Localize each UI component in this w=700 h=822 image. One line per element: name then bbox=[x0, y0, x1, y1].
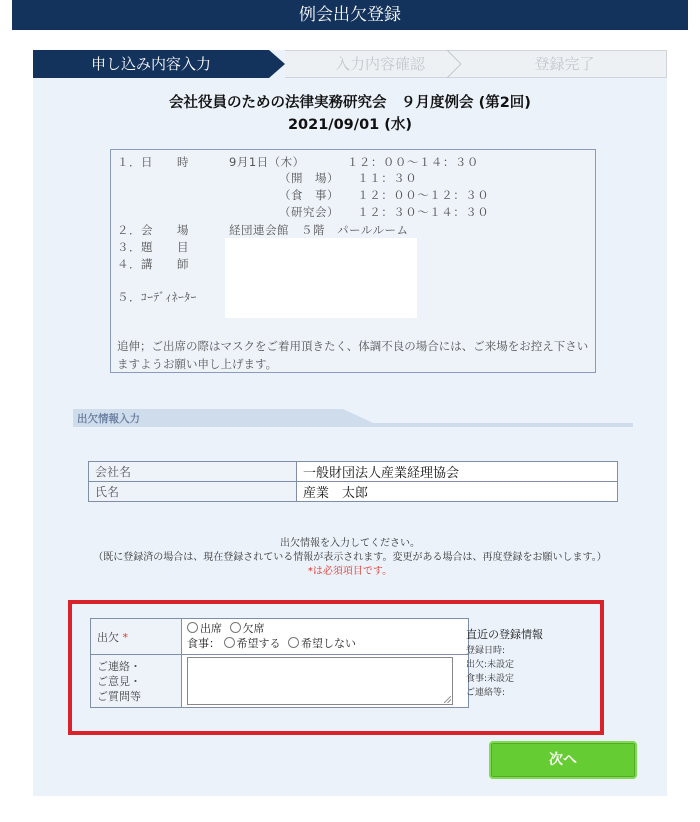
required-mark: * bbox=[122, 630, 128, 644]
info-topic-label: ３．題 目 bbox=[117, 240, 189, 254]
instruction-line-1: 出欠情報を入力してください。 bbox=[280, 538, 420, 549]
member-info-table bbox=[88, 461, 618, 502]
meal-no-radio[interactable] bbox=[288, 637, 356, 650]
meal-no-label: 希望しない bbox=[301, 637, 356, 650]
resize-grip-icon[interactable] bbox=[444, 696, 451, 703]
info-venue-label: ２．会 場 bbox=[117, 223, 189, 237]
recent-registration-info bbox=[466, 628, 586, 700]
section-header bbox=[73, 409, 633, 427]
radio-icon bbox=[288, 637, 299, 648]
info-open-time: （開 場） １１：３０ bbox=[279, 171, 418, 185]
recent-registered: 登録日時: bbox=[466, 646, 506, 656]
event-heading bbox=[33, 92, 667, 136]
event-date: 2021/09/01 (水) bbox=[287, 117, 413, 133]
recent-contact: ご連絡等: bbox=[466, 688, 506, 698]
info-study-time: （研究会） １２：３０～１４：３０ bbox=[279, 205, 490, 219]
comment-label-line-3: ご質問等 bbox=[97, 689, 141, 703]
info-date-label: １．日 時 bbox=[117, 155, 189, 169]
instruction-line-2: （既に登録済の場合は、現在登録されている情報が表示されます。変更がある場合は、再度登録をお願いします。） bbox=[93, 552, 607, 563]
main-panel bbox=[33, 50, 667, 796]
meal-yes-radio[interactable] bbox=[224, 637, 281, 650]
info-coordinator-label: ５．ｺｰﾃﾞｨﾈｰﾀｰ bbox=[117, 290, 197, 304]
comment-textarea[interactable] bbox=[187, 657, 453, 705]
info-lecturer-label: ４．講 師 bbox=[117, 257, 189, 271]
company-value: 一般財団法人産業経理協会 bbox=[297, 462, 618, 482]
recent-heading: 直近の登録情報 bbox=[466, 628, 543, 641]
name-value: 産業 太郎 bbox=[297, 482, 618, 502]
event-info-box bbox=[110, 149, 596, 373]
company-label: 会社名 bbox=[89, 462, 297, 482]
comment-cell bbox=[182, 655, 469, 708]
instructions bbox=[33, 537, 667, 579]
redacted-block bbox=[225, 238, 417, 318]
info-meal-time: （食 事） １２：００～１２：３０ bbox=[279, 188, 490, 202]
comment-label-line-1: ご連絡・ bbox=[97, 659, 141, 673]
radio-icon bbox=[230, 622, 241, 633]
event-title: 会社役員のための法律実務研究会 ９月度例会 (第2回) bbox=[169, 95, 531, 111]
info-note: 追伸；ご出席の際はマスクをご着用頂きたく、体調不良の場合には、ご来場をお控え下さいますようお願い申し上げます。 bbox=[117, 339, 589, 371]
attendance-form-table bbox=[90, 618, 469, 708]
highlight-box bbox=[68, 600, 604, 735]
page-title: 例会出欠登録 bbox=[299, 5, 401, 25]
table-row bbox=[91, 655, 469, 708]
step-arrow-2 bbox=[445, 50, 463, 78]
comment-label-line-2: ご意見・ bbox=[97, 674, 141, 688]
step-indicator bbox=[33, 50, 667, 78]
recent-meal: 食事:未設定 bbox=[466, 674, 515, 684]
info-date-value: 9月1日（木） １２：００～１４：３０ bbox=[229, 155, 479, 169]
radio-icon bbox=[224, 637, 235, 648]
step-input: 申し込み内容入力 bbox=[33, 50, 269, 78]
table-row bbox=[89, 482, 618, 502]
step-confirm: 入力内容確認 bbox=[285, 50, 475, 78]
step-complete: 登録完了 bbox=[463, 50, 667, 78]
attendance-label: 出欠 bbox=[97, 630, 119, 644]
next-button[interactable]: 次へ bbox=[489, 741, 637, 779]
table-row bbox=[89, 462, 618, 482]
attend-option-label: 出席 bbox=[200, 622, 222, 635]
absent-radio[interactable] bbox=[230, 622, 265, 635]
recent-attendance: 出欠:未設定 bbox=[466, 660, 515, 670]
meal-yes-label: 希望する bbox=[236, 637, 281, 650]
table-row bbox=[91, 619, 469, 655]
attendance-options-cell bbox=[182, 619, 469, 655]
section-header-bar bbox=[73, 409, 633, 427]
info-venue-value: 経団連会館 ５階 パールルーム bbox=[229, 223, 409, 237]
section-title: 出欠情報入力 bbox=[77, 413, 140, 425]
attend-radio[interactable] bbox=[187, 622, 222, 635]
comment-label-cell bbox=[91, 655, 182, 708]
radio-icon bbox=[187, 622, 198, 633]
required-note: *は必須項目です。 bbox=[307, 566, 393, 577]
meal-label: 食事： bbox=[187, 637, 220, 650]
absent-option-label: 欠席 bbox=[242, 622, 265, 635]
attendance-label-cell bbox=[91, 619, 182, 655]
name-label: 氏名 bbox=[89, 482, 297, 502]
step-arrow-1 bbox=[269, 50, 285, 78]
page-title-bar bbox=[12, 0, 688, 30]
